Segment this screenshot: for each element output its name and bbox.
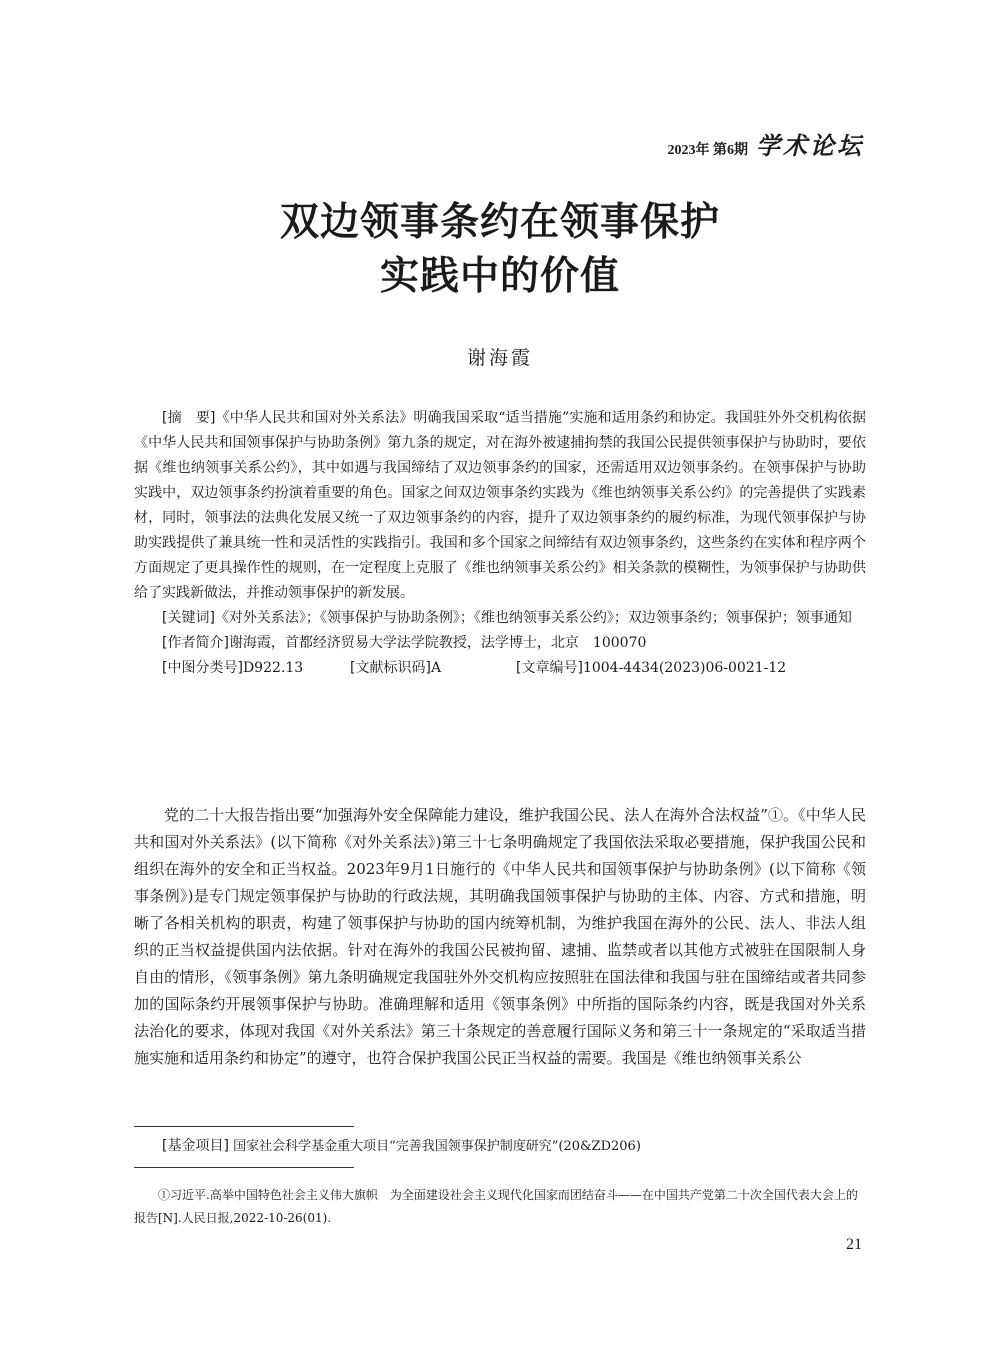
doc-code [350, 656, 516, 681]
body-text [134, 802, 866, 1072]
funding-text: 国家社会科学基金重大项目“完善我国领事保护制度研究”(20&ZD206) [233, 1139, 641, 1154]
body-paragraph: 党的二十大报告指出要“加强海外安全保障能力建设，维护我国公民、法人在海外合法权益”①。《中华人民共和国对外关系法》(以下简称《对外关系法》)第三十七条明确规定了我国依法采取必要措施，保护我国公民和组织在海外的安全和正当权益。2023年9月1日施行的《中华人民共和国领事保护与协助条例》(以下简称《领事条例》)是专门规定领事保护与协助的行政法规，其明确我国领事保护与协助的主体、内容、方式和措施，明晰了各相关机构的职责，构建了领事保护与协助的国内统筹机制，为维护我国在海外的公民、法人、非法人组织的正当权益提供国内法依据。针对在海外的我国公民被拘留、逮捕、监禁或者以其他方式被驻在国限制人身自由的情形，《领事条例》第九条明确规定我国驻外外交机构应按照驻在国法律和我国与驻在国缔结或者共同参加的国际条约开展领事保护与协助。准确理解和适用《领事条例》中所指的国际条约内容，既是我国对外关系法治化的要求，体现对我国《对外关系法》第三十条规定的善意履行国际义务和第三十一条规定的“采取适当措施实施和适用条约和协定”的遵守，也符合保护我国公民正当权益的需要。我国是《维也纳领事关系公 [134, 806, 866, 1067]
art-value: 1004-4434(2023)06-0021-12 [582, 660, 787, 676]
author-info-label: [作者简介] [162, 635, 229, 651]
funding-divider [134, 1126, 354, 1127]
abstract-block [134, 406, 866, 681]
abstract-text: 《中华人民共和国对外关系法》明确我国采取“适当措施”实施和适用条约和协定。我国驻外外交机构依据《中华人民共和国领事保护与协助条例》第九条的规定，对在海外被逮捕拘禁的我国公民提供领事保护与协助时，要依据《维也纳领事关系公约》，其中如遇与我国缔结了双边领事条约的国家，还需适用双边领事条约。在领事保护与协助实践中，双边领事条约扮演着重要的角色。国家之间双边领事条约实践为《维也纳领事关系公约》的完善提供了实践素材，同时，领事法的法典化发展又统一了双边领事条约的内容，提升了双边领事条约的履约标准，为现代领事保护与协助实践提供了兼具统一性和灵活性的实践指引。我国和多个国家之间缔结有双边领事条约，这些条约在实体和程序两个方面规定了更具操作性的规则，在一定程度上克服了《维也纳领事关系公约》相关条款的模糊性，为领事保护与协助供给了实践新做法，并推动领事保护的新发展。 [134, 410, 866, 601]
journal-logo: 学术论坛 [756, 131, 864, 160]
footnote-text: ①习近平.高举中国特色社会主义伟大旗帜 为全面建设社会主义现代化国家而团结奋斗——在中国共产党第二十次全国代表大会上的报告[N].人民日报,2022-10-26(01). [134, 1188, 858, 1225]
clc-value: D922.13 [242, 660, 304, 676]
page-number: 21 [846, 1236, 862, 1253]
doc-label: [文献标识码] [350, 660, 431, 676]
author-info-text: 谢海霞，首都经济贸易大学法学院教授，法学博士，北京 100070 [228, 635, 647, 651]
funding-label: [基金项目] [162, 1138, 229, 1154]
clc-label: [中图分类号] [162, 660, 243, 676]
keywords-label: [关键词] [162, 610, 215, 626]
author-name: 谢海霞 [466, 347, 533, 369]
doc-value: A [430, 660, 442, 676]
title-line-1: 双边领事条约在领事保护 [279, 200, 720, 245]
abstract [134, 406, 866, 606]
classification-line [134, 656, 866, 681]
keywords-text: 《对外关系法》；《领事保护与协助条例》；《维也纳领事关系公约》；双边领事条约；领事保护；领事通知 [214, 610, 852, 626]
abstract-label: [摘 要] [162, 410, 216, 426]
author-info [134, 631, 866, 656]
running-header [668, 126, 865, 161]
footnote-divider [134, 1167, 354, 1168]
art-label: [文章编号] [516, 660, 583, 676]
funding-note [162, 1135, 641, 1155]
article-title [0, 196, 1000, 304]
issue-label: 2023年 第6期 [667, 143, 748, 158]
footnote [134, 1184, 866, 1230]
keywords [134, 606, 866, 631]
article-number [516, 656, 786, 681]
title-line-2: 实践中的价值 [379, 254, 620, 299]
clc-code [162, 656, 350, 681]
